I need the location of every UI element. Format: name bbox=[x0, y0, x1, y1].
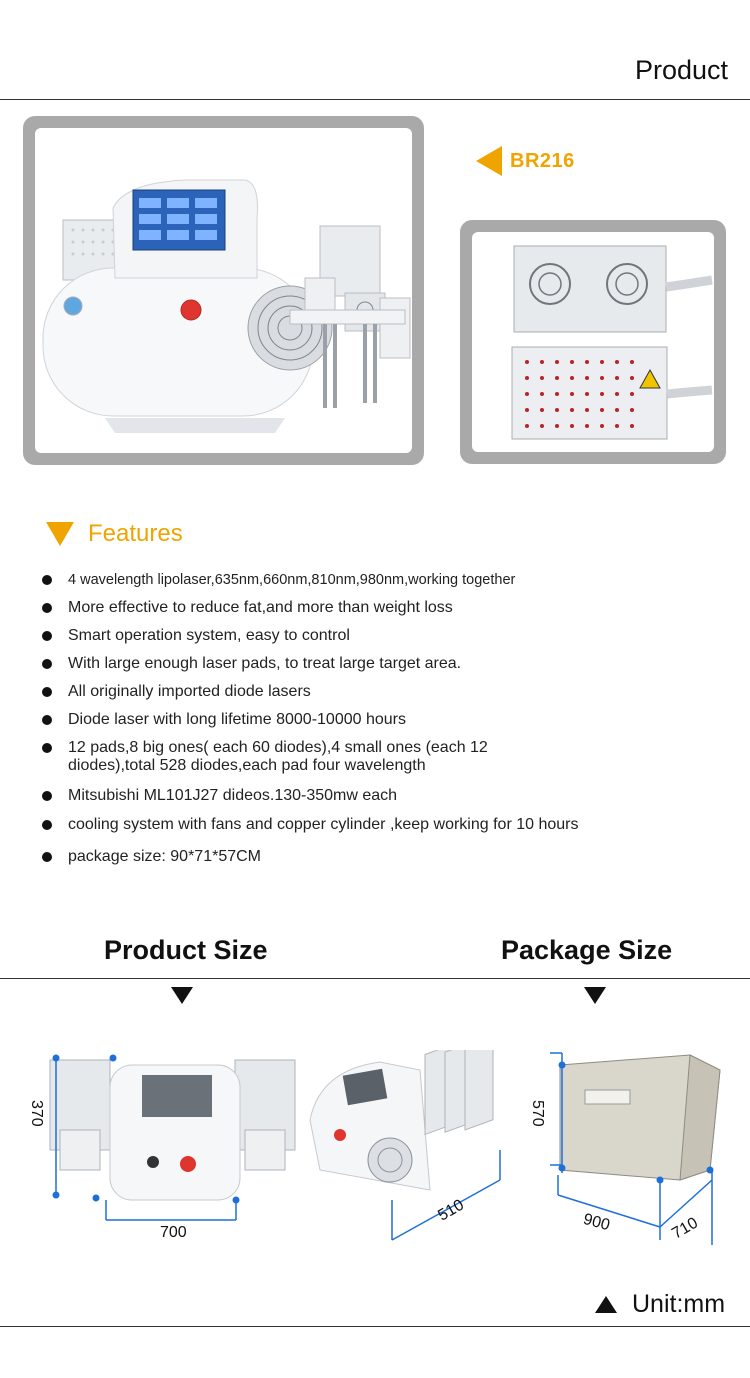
package-height-label: 570 bbox=[529, 1100, 546, 1127]
product-angle-diagram bbox=[300, 1050, 510, 1250]
arrow-down-icon bbox=[584, 987, 606, 1004]
feature-item: Mitsubishi ML101J27 dideos.130-350mw each bbox=[42, 787, 722, 805]
model-tag bbox=[476, 146, 575, 176]
arrow-down-icon bbox=[171, 987, 193, 1004]
feature-item: 4 wavelength lipolaser,635nm,660nm,810nm,980nm,working together bbox=[42, 571, 722, 589]
feature-item: All originally imported diode lasers bbox=[42, 683, 722, 701]
footer-divider bbox=[0, 1326, 750, 1327]
arrow-left-icon bbox=[476, 146, 502, 176]
laser-pads-frame bbox=[460, 220, 726, 464]
arrow-up-icon bbox=[595, 1296, 617, 1313]
product-width-label: 700 bbox=[160, 1224, 187, 1241]
feature-item: package size: 90*71*57CM bbox=[42, 848, 722, 866]
feature-item: cooling system with fans and copper cylinder ,keep working for 10 hours bbox=[42, 816, 722, 834]
package-width-label: 900 bbox=[581, 1210, 612, 1235]
product-height-label: 370 bbox=[28, 1100, 45, 1127]
page-title: Product bbox=[634, 55, 728, 85]
size-divider bbox=[0, 978, 750, 979]
feature-item: Smart operation system, easy to control bbox=[42, 627, 722, 645]
feature-item: With large enough laser pads, to treat large target area. bbox=[42, 655, 722, 673]
package-depth-label: 710 bbox=[669, 1214, 701, 1243]
package-box-diagram bbox=[540, 1045, 735, 1255]
main-product-frame bbox=[23, 116, 424, 465]
model-label: BR216 bbox=[510, 149, 575, 172]
arrow-down-icon bbox=[46, 522, 74, 546]
features-list bbox=[42, 568, 722, 866]
product-depth-label: 510 bbox=[435, 1196, 467, 1225]
header-divider bbox=[0, 99, 750, 100]
feature-item: 12 pads,8 big ones( each 60 diodes),4 small ones (each 12 diodes),total 528 diodes,each pad four wavelength bbox=[42, 739, 542, 775]
feature-item: More effective to reduce fat,and more than weight loss bbox=[42, 599, 722, 617]
laser-pads-image bbox=[472, 232, 714, 452]
package-size-title: Package Size bbox=[501, 935, 673, 965]
product-size-title: Product Size bbox=[104, 935, 268, 965]
features-heading bbox=[46, 520, 183, 548]
lipolaser-machine-image bbox=[35, 128, 412, 453]
feature-item: Diode laser with long lifetime 8000-10000 hours bbox=[42, 711, 722, 729]
unit-label: Unit:mm bbox=[632, 1290, 726, 1318]
features-title: Features bbox=[88, 520, 183, 547]
product-front-diagram bbox=[20, 1040, 310, 1240]
